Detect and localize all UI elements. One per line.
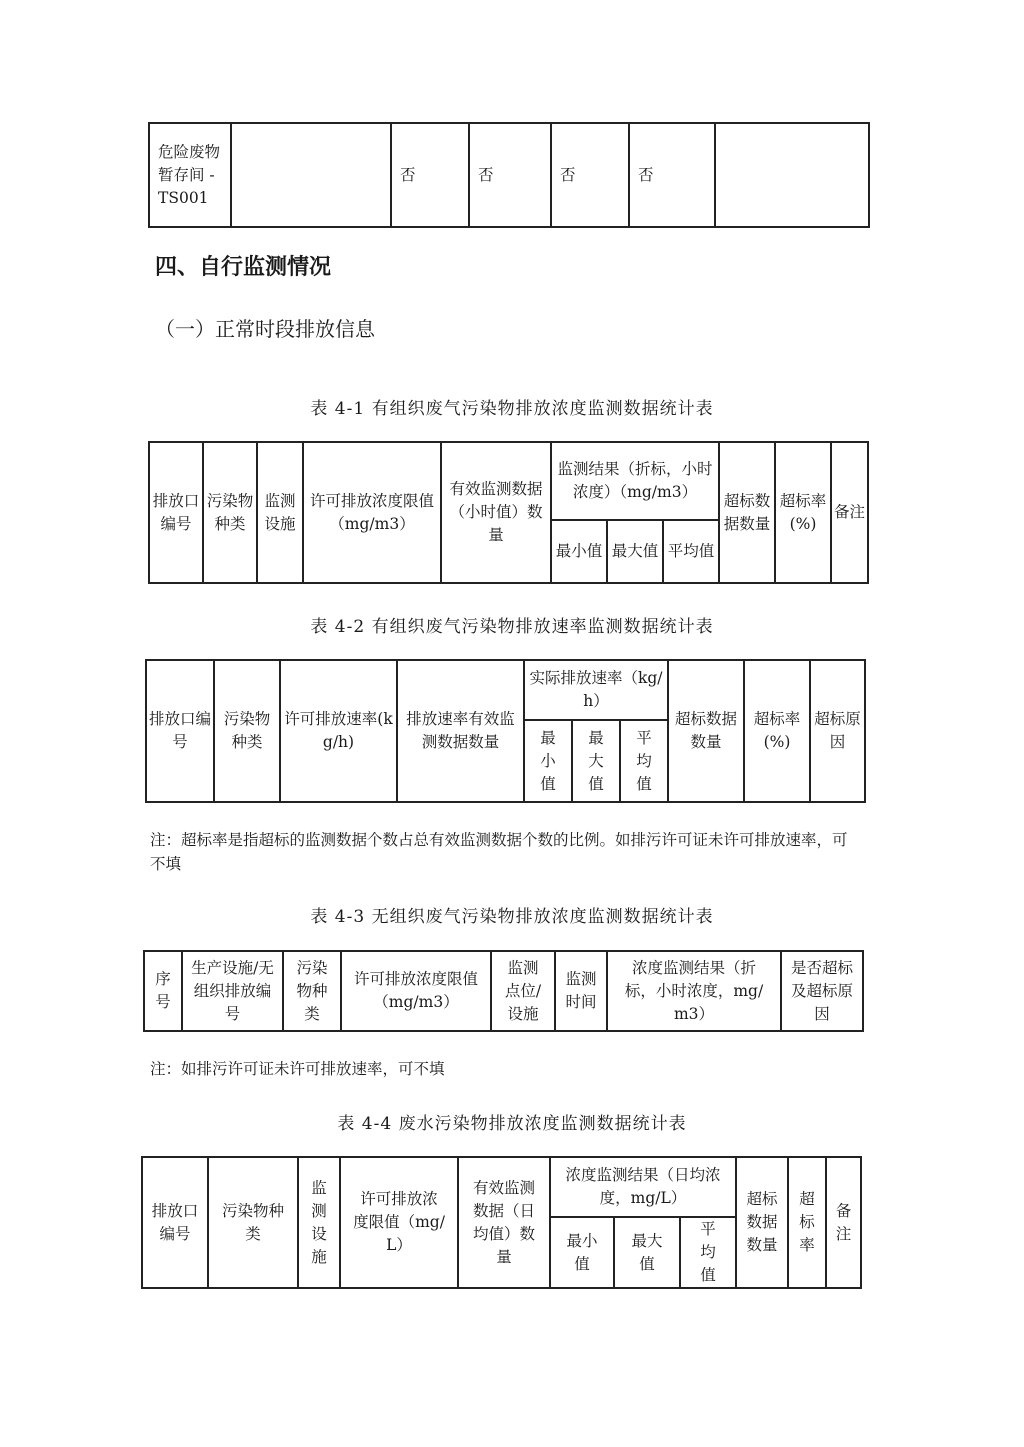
- table-cell: 否: [469, 123, 551, 227]
- header-pollutant: 污染物种类: [203, 442, 257, 583]
- header-max: 最大值: [614, 1217, 680, 1288]
- header-exceed: 是否超标及超标原因: [781, 951, 863, 1031]
- header-result: 浓度监测结果（折标，小时浓度，mg/m3）: [607, 951, 781, 1031]
- header-facility: 生产设施/无组织排放编号: [182, 951, 283, 1031]
- header-exceed-rate: 超标率(%): [744, 660, 810, 802]
- header-limit: 许可排放浓度限值（mg/m3）: [303, 442, 441, 583]
- hazardous-waste-table: [148, 122, 870, 228]
- header-no: 序号: [144, 951, 182, 1031]
- header-pollutant: 污染物种类: [214, 660, 280, 802]
- table-row: [149, 123, 869, 227]
- header-exceed-count: 超标数据数量: [668, 660, 744, 802]
- header-exceed-rate: 超标率(%): [775, 442, 831, 583]
- header-pollutant: 污染物种类: [208, 1157, 298, 1288]
- table-4-3: [143, 950, 864, 1032]
- table-4-4: [141, 1156, 862, 1289]
- header-result: 监测结果（折标，小时浓度）（mg/m3）: [551, 442, 719, 520]
- header-limit: 许可排放浓度限值（mg/L）: [340, 1157, 458, 1288]
- header-exceed-count: 超标数据数量: [736, 1157, 788, 1288]
- table-4-2-caption: 表 4-2 有组织废气污染物排放速率监测数据统计表: [310, 617, 714, 637]
- subsection-title: （一）正常时段排放信息: [155, 317, 375, 341]
- table-cell: [715, 123, 869, 227]
- table-4-2: [145, 659, 866, 803]
- header-min: 最小值: [550, 1217, 614, 1288]
- header-remark: 备注: [831, 442, 868, 583]
- header-reason: 超标原因: [810, 660, 865, 802]
- table-header-row: [146, 660, 865, 720]
- table-4-2-note: 注：超标率是指超标的监测数据个数占总有效监测数据个数的比例。如排污许可证未许可排放速率，可不填: [150, 831, 848, 873]
- header-exceed-count: 超标数据数量: [719, 442, 775, 583]
- header-count: 排放速率有效监测数据数量: [397, 660, 524, 802]
- header-time: 监测时间: [555, 951, 607, 1031]
- table-header-row: [149, 442, 868, 520]
- table-4-1-caption: 表 4-1 有组织废气污染物排放浓度监测数据统计表: [310, 399, 714, 419]
- header-max: 最大值: [607, 520, 663, 583]
- header-avg: 平均值: [620, 720, 668, 802]
- facility-cell: 危险废物暂存间 - TS001: [149, 123, 231, 227]
- table-cell: [231, 123, 391, 227]
- header-count: 有效监测数据（小时值）数量: [441, 442, 551, 583]
- table-cell: 否: [551, 123, 629, 227]
- header-facility: 监测设施: [298, 1157, 340, 1288]
- header-outlet: 排放口编号: [146, 660, 214, 802]
- header-min: 最小值: [551, 520, 607, 583]
- header-outlet: 排放口编号: [149, 442, 203, 583]
- header-max: 最大值: [572, 720, 620, 802]
- header-rate: 许可排放速率(kg/h): [280, 660, 397, 802]
- header-count: 有效监测数据（日均值）数量: [458, 1157, 550, 1288]
- header-avg: 平均值: [680, 1217, 736, 1288]
- table-header-row: [142, 1157, 861, 1217]
- table-cell: 否: [629, 123, 715, 227]
- header-actual-rate: 实际排放速率（kg/h）: [524, 660, 668, 720]
- header-point: 监测点位/设施: [491, 951, 555, 1031]
- table-cell: 否: [391, 123, 469, 227]
- header-min: 最小值: [524, 720, 572, 802]
- section-title: 四、自行监测情况: [155, 255, 332, 280]
- header-limit: 许可排放浓度限值（mg/m3）: [341, 951, 491, 1031]
- header-exceed-rate: 超标率: [788, 1157, 826, 1288]
- header-outlet: 排放口编号: [142, 1157, 208, 1288]
- header-pollutant: 污染物种类: [283, 951, 341, 1031]
- header-avg: 平均值: [663, 520, 719, 583]
- table-4-3-note: 注：如排污许可证未许可排放速率，可不填: [150, 1060, 445, 1078]
- header-remark: 备注: [826, 1157, 861, 1288]
- header-facility: 监测设施: [257, 442, 303, 583]
- table-4-1: [148, 441, 869, 584]
- table-4-4-caption: 表 4-4 废水污染物排放浓度监测数据统计表: [337, 1114, 687, 1134]
- table-4-3-caption: 表 4-3 无组织废气污染物排放浓度监测数据统计表: [310, 907, 714, 927]
- header-result: 浓度监测结果（日均浓度，mg/L）: [550, 1157, 736, 1217]
- table-header-row: [144, 951, 863, 1031]
